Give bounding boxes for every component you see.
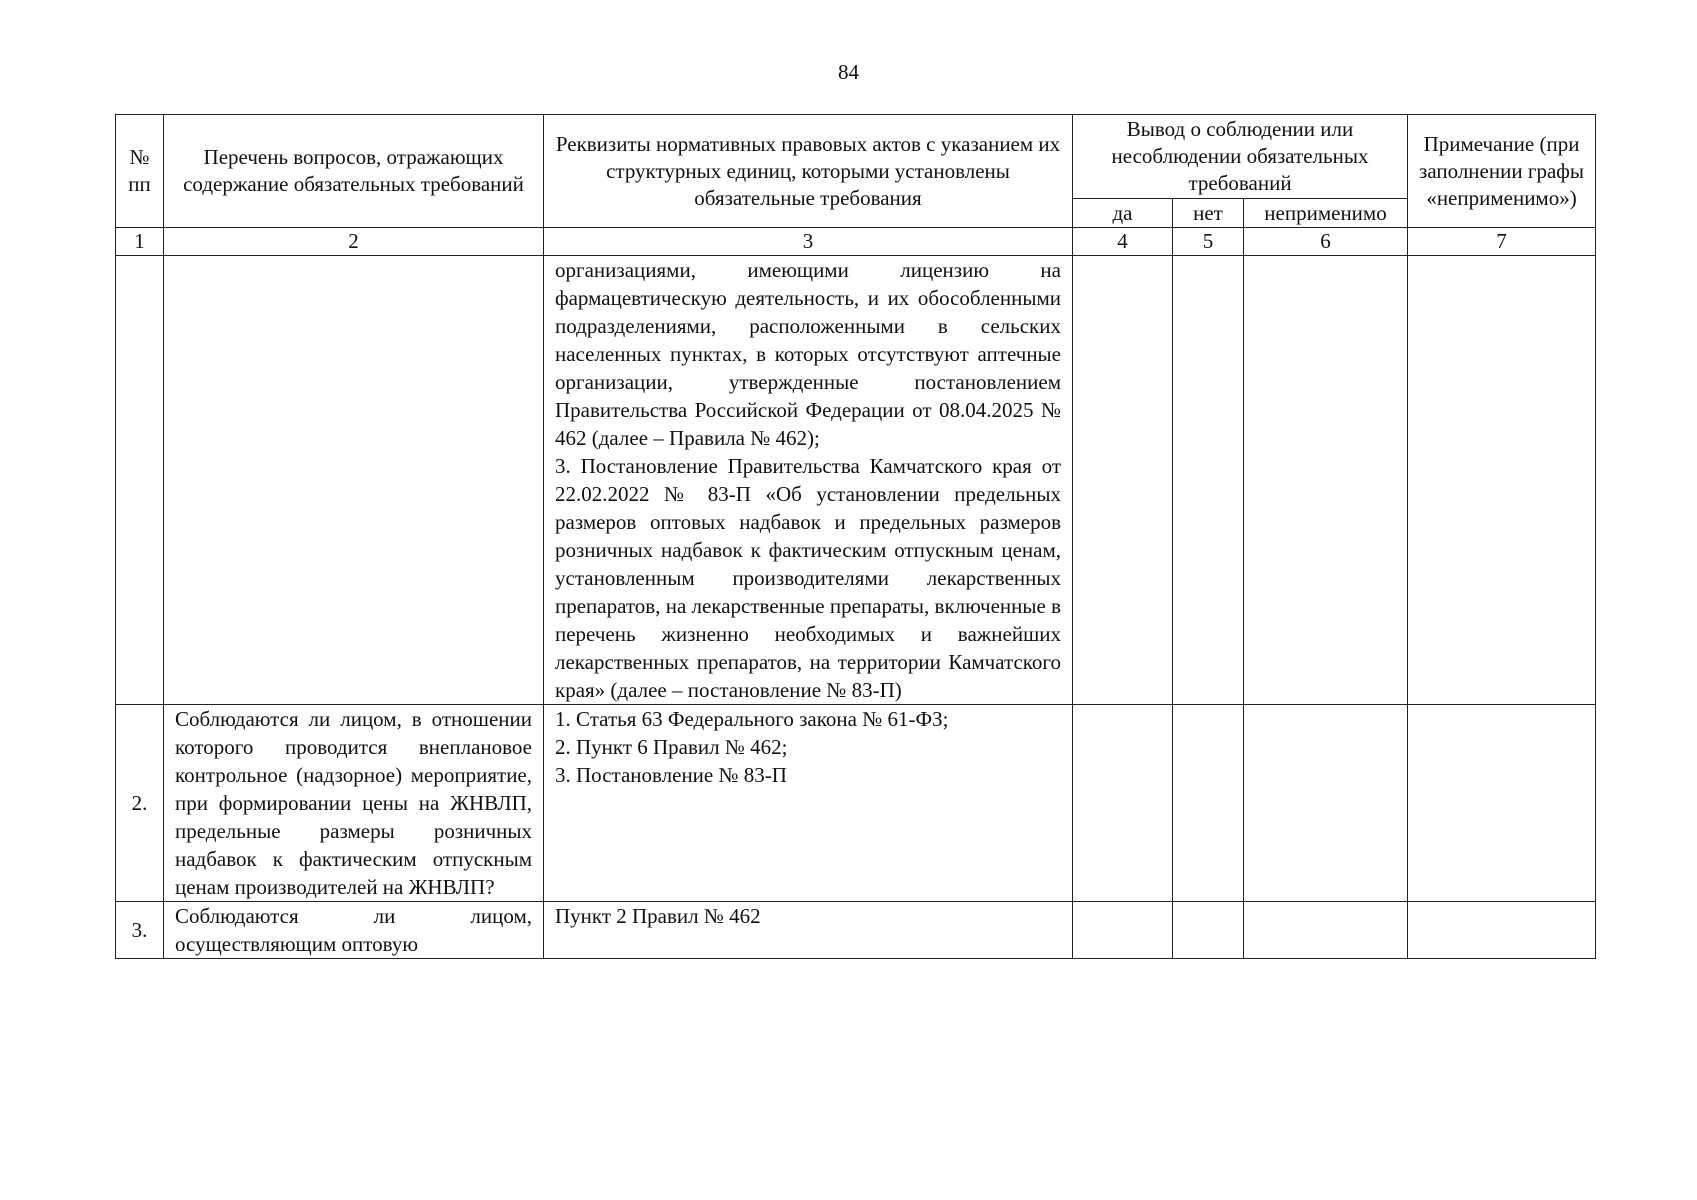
row-number: 3.	[116, 902, 164, 959]
act-reference: 2. Пункт 6 Правил № 462;	[555, 735, 788, 759]
row-question	[164, 256, 544, 705]
table-row	[116, 705, 1596, 902]
column-number-row	[116, 228, 1596, 256]
cell-no	[1173, 902, 1244, 959]
act-reference: Пункт 2 Правил № 462	[555, 904, 761, 928]
column-number: 3	[544, 228, 1073, 256]
page-number: 84	[838, 60, 859, 84]
header-num: № пп	[116, 115, 164, 228]
column-number: 5	[1173, 228, 1244, 256]
act-reference: 3. Постановление № 83-П	[555, 763, 787, 787]
act-reference: 1. Статья 63 Федерального закона № 61-ФЗ;	[555, 707, 949, 731]
row-question: Соблюдаются ли лицом, осуществляющим оптовую	[164, 902, 544, 959]
header-acts: Реквизиты нормативных правовых актов с указанием их структурных единиц, которыми установлены обязательные требования	[544, 115, 1073, 228]
table-row	[116, 256, 1596, 705]
column-number: 1	[116, 228, 164, 256]
column-number: 7	[1408, 228, 1596, 256]
cell-note	[1408, 902, 1596, 959]
header-row	[116, 115, 1596, 199]
cell-yes	[1073, 256, 1173, 705]
header-conclusion: Вывод о соблюдении или несоблюдении обязательных требований	[1073, 115, 1408, 199]
act-reference: организациями, имеющими лицензию на фармацевтическую деятельность, и их обособленными подразделениями, расположенными в сельских населенных пунктах, в которых отсутствуют аптечные организации, утвержденные постановлением Правительства Российской Федерации от 08.04.2025 № 462 (далее – Правила № 462);	[555, 258, 1061, 450]
requirements-table	[115, 114, 1596, 959]
cell-yes	[1073, 902, 1173, 959]
cell-no	[1173, 256, 1244, 705]
table-row	[116, 902, 1596, 959]
cell-na	[1244, 256, 1408, 705]
header-note: Примечание (при заполнении графы «неприменимо»)	[1408, 115, 1596, 228]
cell-note	[1408, 256, 1596, 705]
row-number: 2.	[116, 705, 164, 902]
act-reference: 3. Постановление Правительства Камчатского края от 22.02.2022 № 83-П «Об установлении предельных размеров оптовых надбавок и предельных размеров розничных надбавок к фактическим отпускным ценам, установленным производителями лекарственных препаратов, на лекарственные препараты, включенные в перечень жизненно необходимых и важнейших лекарственных препаратов, на территории Камчатского края» (далее – постановление № 83-П)	[555, 454, 1061, 702]
cell-note	[1408, 705, 1596, 902]
cell-na	[1244, 705, 1408, 902]
column-number: 6	[1244, 228, 1408, 256]
column-number: 4	[1073, 228, 1173, 256]
row-acts	[544, 705, 1073, 902]
header-questions: Перечень вопросов, отражающих содержание обязательных требований	[164, 115, 544, 228]
header-na: неприменимо	[1244, 199, 1408, 228]
row-acts	[544, 902, 1073, 959]
cell-yes	[1073, 705, 1173, 902]
header-no: нет	[1173, 199, 1244, 228]
row-number	[116, 256, 164, 705]
column-number: 2	[164, 228, 544, 256]
header-yes: да	[1073, 199, 1173, 228]
row-question: Соблюдаются ли лицом, в отношении которого проводится внеплановое контрольное (надзорное) мероприятие, при формировании цены на ЖНВЛП, предельные размеры розничных надбавок к фактическим отпускным ценам производителей на ЖНВЛП?	[164, 705, 544, 902]
row-acts	[544, 256, 1073, 705]
cell-no	[1173, 705, 1244, 902]
cell-na	[1244, 902, 1408, 959]
